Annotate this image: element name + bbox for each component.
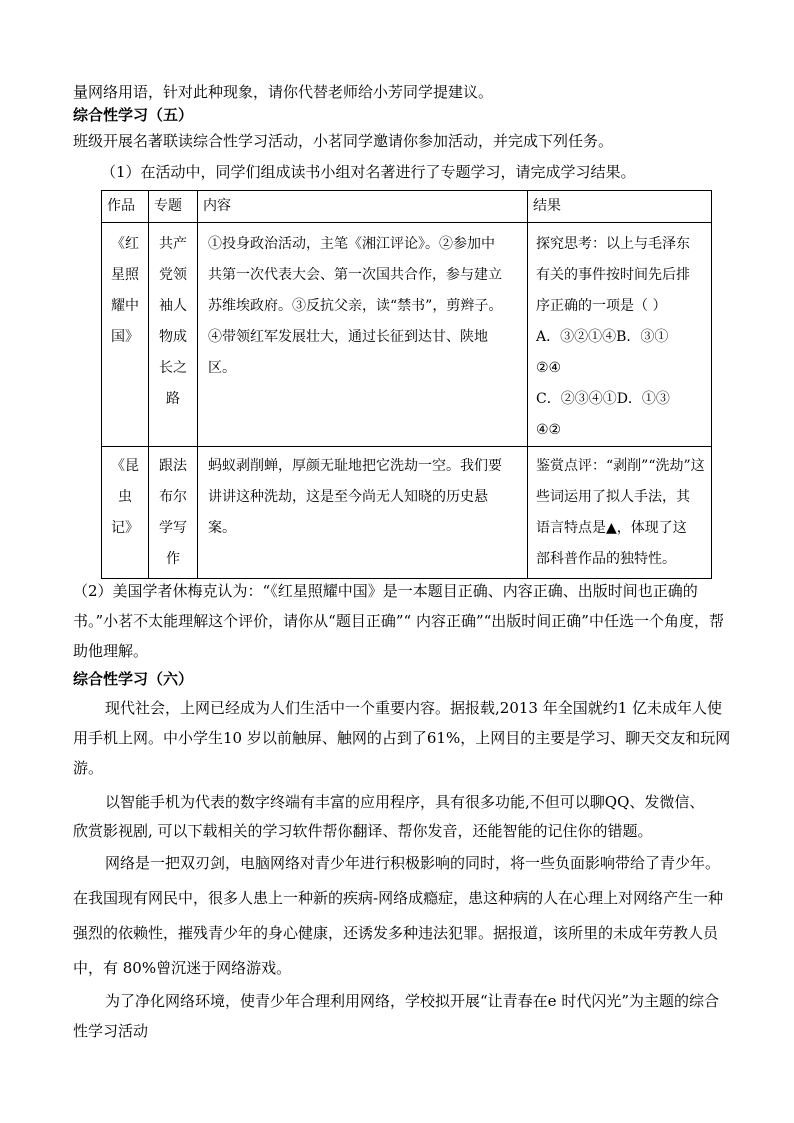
cell-content: ①投身政治活动，主笔《湘江评论》。②参加中 共第一次代表大会、第一次国共合作，参与建立 苏维埃政府。③反抗父亲，读“禁书”，剪辫子。 ④带领红军发展壮大，通过长征到达甘、陕地 区。 <box>198 223 528 447</box>
paragraph-line: 在我国现有网民中，很多人患上一种新的疾病-网络成瘾症，患这种病的人在心理上对网络产生一种 <box>73 889 724 907</box>
header-topic: 专题 <box>149 191 198 223</box>
table-row <box>102 447 712 579</box>
cell-topic: 跟法 布尔 学写 作 <box>149 447 198 579</box>
header-result: 结果 <box>528 191 712 223</box>
cell-result: 鉴赏点评：“剥削”“洗劫”这 些词运用了拟人手法，其 语言特点是▲，体现了这 部科普作品的独特性。 <box>528 447 712 579</box>
cell-topic: 共产 党领 袖人 物成 长之 路 <box>149 223 198 447</box>
paragraph-line: 强烈的依赖性，摧残青少年的身心健康，还诱发多种违法犯罪。据报道，该所里的未成年劳教人员 <box>73 924 719 942</box>
task2-line: 助他理解。 <box>73 642 149 660</box>
header-content: 内容 <box>198 191 528 223</box>
task1-prompt: （1）在活动中，同学们组成读书小组对名著进行了专题学习，请完成学习结果。 <box>101 163 636 181</box>
paragraph-line: 为了净化网络环境，使青少年合理利用网络，学校拟开展“让青春在e 时代闪光”为主题的综合 <box>105 992 719 1010</box>
table-row <box>102 223 712 447</box>
cell-work: 《昆 虫 记》 <box>102 447 149 579</box>
cell-work: 《红 星照 耀中 国》 <box>102 223 149 447</box>
section6-heading: 综合性学习（六） <box>73 670 194 688</box>
reading-results-table <box>101 190 712 579</box>
paragraph-line: 性学习活动 <box>73 1022 149 1040</box>
paragraph-line: 以智能手机为代表的数字终端有丰富的应用程序，具有很多功能,不但可以聊QQ、发微信、 <box>105 793 705 811</box>
task2-line: 书。”小茗不太能理解这个评价，请你从“题目正确”“ 内容正确”“出版时间正确”中任选一个角度，帮 <box>73 612 724 630</box>
paragraph-line: 用手机上网。中小学生10 岁以前触屏、触网的占到了61%，上网目的主要是学习、聊天交友和玩网 <box>73 729 731 747</box>
paragraph-line: 欣赏影视剧, 可以下载相关的学习软件帮你翻译、帮你发音，还能智能的记住你的错题。 <box>73 822 653 840</box>
cell-result: 探究思考：以上与毛泽东 有关的事件按时间先后排 序正确的一项是（ ） A．③②①④B．③① ②④ C．②③④①D．①③ ④② <box>528 223 712 447</box>
paragraph-line: 网络是一把双刃剑，电脑网络对青少年进行积极影响的同时，将一些负面影响带给了青少年。 <box>105 854 721 872</box>
table-header-row <box>102 191 712 223</box>
intro-line: 量网络用语，针对此种现象，请你代替老师给小芳同学提建议。 <box>73 83 494 101</box>
paragraph-line: 中，有 80%曾沉迷于网络游戏。 <box>73 959 292 977</box>
header-work: 作品 <box>102 191 149 223</box>
paragraph-line: 现代社会，上网已经成为人们生活中一个重要内容。据报载,2013 年全国就约1 亿未成年人使 <box>105 699 723 717</box>
task2-line: （2）美国学者休梅克认为：“《红星照耀中国》是一本题目正确、内容正确、出版时间也正确的 <box>73 582 698 600</box>
section5-heading: 综合性学习（五） <box>73 106 194 124</box>
section5-lead: 班级开展名著联读综合性学习活动，小茗同学邀请你参加活动，并完成下列任务。 <box>73 132 614 150</box>
paragraph-line: 游。 <box>73 759 104 777</box>
cell-content: 蚂蚁剥削蝉，厚颜无耻地把它洗劫一空。我们要 讲讲这种洗劫，这是至今尚无人知晓的历史悬 案。 <box>198 447 528 579</box>
